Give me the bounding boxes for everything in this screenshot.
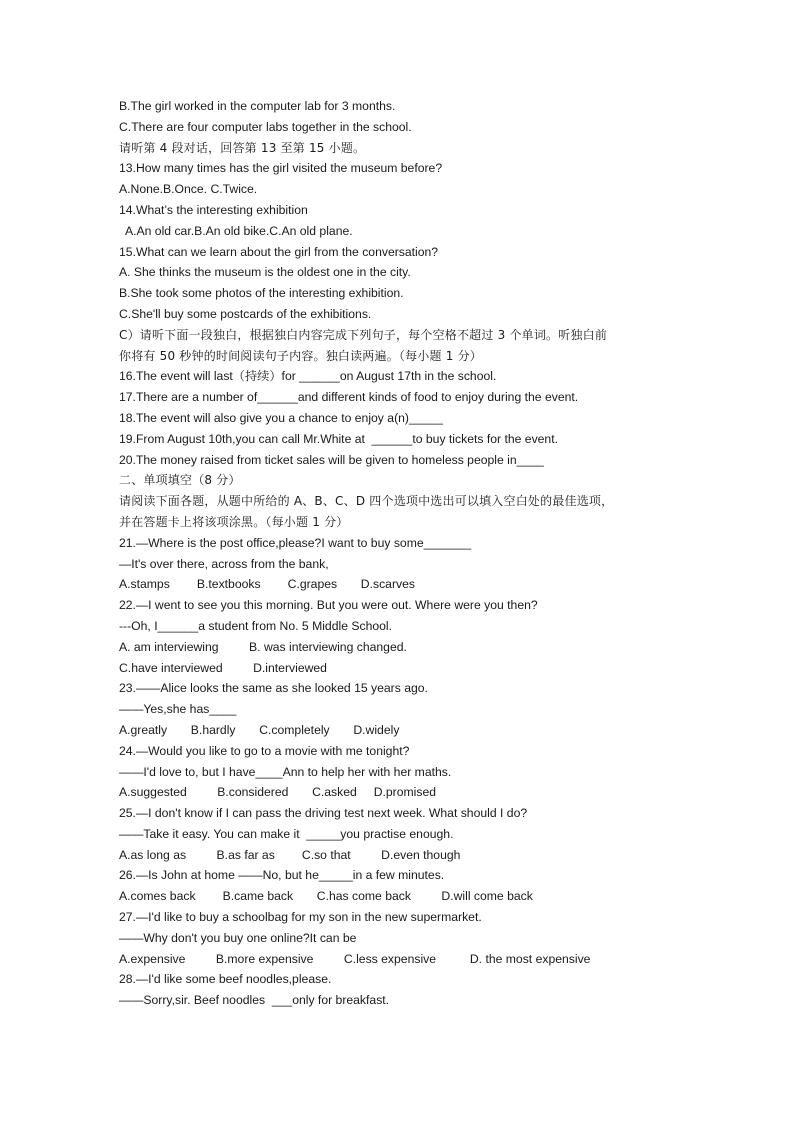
- options-21: A.stamps B.textbooks C.grapes D.scarves: [119, 577, 415, 592]
- question-13: 13.How many times has the girl visited the museum before?: [119, 161, 443, 176]
- option-15b: B.She took some photos of the interesting exhibition.: [119, 286, 404, 301]
- section-instruction: C）请听下面一段独白，根据独白内容完成下列句子，每个空格不超过 3 个单词。听独白前: [119, 327, 608, 342]
- question-24: 24.—Would you like to go to a movie with me tonight?: [119, 743, 410, 758]
- options-23: A.greatly B.hardly C.completely D.widely: [119, 722, 400, 737]
- dialogue-line: ——Yes,she has____: [119, 702, 237, 717]
- question-14: 14.What’s the interesting exhibition: [119, 202, 308, 217]
- option-15c: C.She'll buy some postcards of the exhibitions.: [119, 306, 372, 321]
- option-15a: A. She thinks the museum is the oldest one in the city.: [119, 265, 411, 280]
- options-27: A.expensive B.more expensive C.less expensive D. the most expensive: [119, 951, 591, 966]
- document-body: [119, 96, 699, 1011]
- options-13: A.None.B.Once. C.Twice.: [119, 182, 258, 197]
- section-instruction: 并在答题卡上将该项涂黑。（每小题 1 分）: [119, 514, 349, 529]
- question-23: 23.——Alice looks the same as she looked 15 years ago.: [119, 681, 428, 696]
- question-18: 18.The event will also give you a chance to enjoy a(n)_____: [119, 410, 443, 425]
- text-line: B.The girl worked in the computer lab for 3 months.: [119, 99, 396, 113]
- dialogue-line: ---Oh, I______a student from No. 5 Middle School.: [119, 618, 393, 633]
- question-19: 19.From August 10th,you can call Mr.White at ______to buy tickets for the event.: [119, 431, 558, 446]
- question-27: 27.—I'd like to buy a schoolbag for my son in the new supermarket.: [119, 910, 482, 925]
- section-instruction: 请听第 4 段对话，回答第 13 至第 15 小题。: [119, 140, 366, 155]
- question-21: 21.—Where is the post office,please?I want to buy some_______: [119, 535, 472, 550]
- options-22: C.have interviewed D.interviewed: [119, 660, 327, 675]
- dialogue-line: —It's over there, across from the bank,: [119, 556, 329, 571]
- section-heading: 二、单项填空（8 分）: [119, 473, 241, 488]
- question-20: 20.The money raised from ticket sales will be given to homeless people in____: [119, 452, 544, 467]
- options-25: A.as long as B.as far as C.so that D.even though: [119, 847, 461, 862]
- section-instruction: 请阅读下面各题，从题中所给的 A、B、C、D 四个选项中选出可以填入空白处的最佳选项，: [119, 494, 614, 509]
- options-24: A.suggested B.considered C.asked D.promised: [119, 785, 437, 800]
- dialogue-line: ——Why don't you buy one online?It can be: [119, 930, 357, 945]
- question-26: 26.—Is John at home ——No, but he_____in a few minutes.: [119, 868, 445, 883]
- options-14: A.An old car.B.An old bike.C.An old plane.: [125, 223, 353, 238]
- question-28: 28.—I'd like some beef noodles,please.: [119, 972, 332, 987]
- question-22: 22.—I went to see you this morning. But you were out. Where were you then?: [119, 598, 538, 613]
- question-25: 25.—I don't know if I can pass the driving test next week. What should I do?: [119, 806, 528, 821]
- text-line: C.There are four computer labs together in the school.: [119, 119, 412, 134]
- question-15: 15.What can we learn about the girl from the conversation?: [119, 244, 439, 259]
- options-22: A. am interviewing B. was interviewing changed.: [119, 639, 407, 654]
- question-16: 16.The event will last（持续）for ______on August 17th in the school.: [119, 369, 497, 384]
- dialogue-line: ——I'd love to, but I have____Ann to help her with her maths.: [119, 764, 452, 779]
- dialogue-line: ——Sorry,sir. Beef noodles ___only for breakfast.: [119, 993, 390, 1008]
- section-instruction: 你将有 50 秒钟的时间阅读句子内容。独白读两遍。（每小题 1 分）: [119, 348, 482, 363]
- options-26: A.comes back B.came back C.has come back D.will come back: [119, 889, 533, 904]
- question-17: 17.There are a number of______and different kinds of food to enjoy during the event.: [119, 390, 579, 405]
- dialogue-line: ——Take it easy. You can make it _____you practise enough.: [119, 826, 454, 841]
